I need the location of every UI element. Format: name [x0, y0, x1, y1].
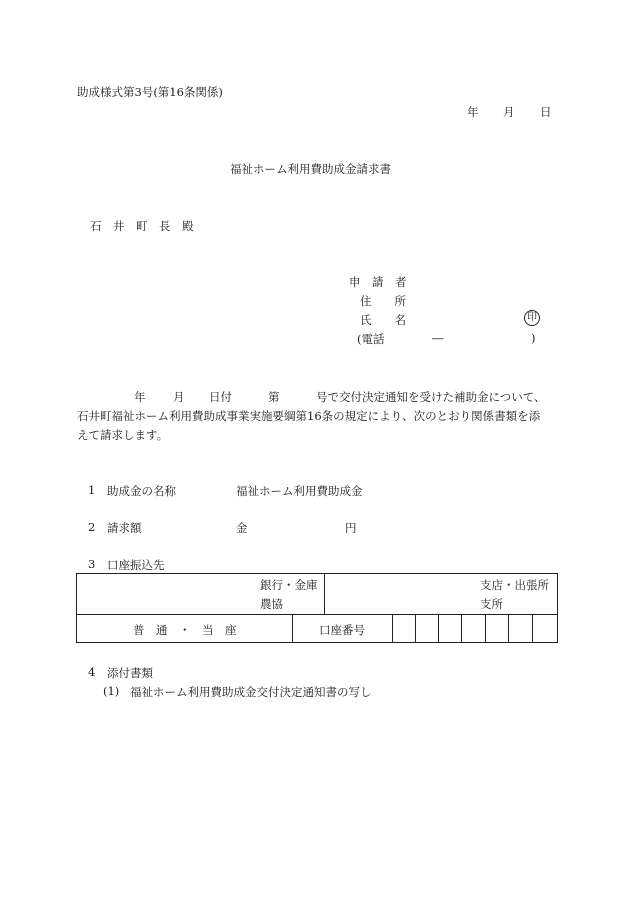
digit-box-divider — [532, 614, 533, 642]
item4-sub-text: 福祉ホーム利用費助成金交付決定通知書の写し — [130, 685, 372, 699]
table-divider-top — [324, 574, 325, 614]
digit-box-divider — [485, 614, 486, 642]
item2-kin: 金 — [236, 521, 248, 535]
date-month-label: 月 — [503, 105, 515, 119]
date-day-label: 日 — [540, 105, 552, 119]
seal-char: 印 — [527, 312, 537, 323]
phone-close: ) — [531, 331, 536, 345]
item4-sub-number: (1) — [103, 684, 120, 698]
item4-label: 添付書類 — [107, 666, 153, 680]
digit-box-divider — [438, 614, 439, 642]
seal-mark — [524, 310, 540, 326]
bank-account-table — [76, 573, 558, 643]
bank-types-line1: 銀行・金庫 — [260, 578, 318, 592]
digit-box-divider — [461, 614, 462, 642]
address-label: 住 所 — [360, 294, 406, 308]
item3-number: 3 — [88, 557, 96, 571]
addressee: 石 井 町 長 殿 — [90, 219, 194, 233]
applicant-label: 申 請 者 — [349, 275, 407, 289]
date-year-label: 年 — [467, 105, 479, 119]
item2-yen: 円 — [345, 521, 357, 535]
item2-number: 2 — [88, 520, 96, 534]
name-label: 氏 名 — [360, 313, 406, 327]
phone-dash: ― — [432, 331, 444, 345]
item1-value: 福祉ホーム利用費助成金 — [236, 484, 363, 498]
branch-types-line2: 支所 — [480, 597, 503, 611]
digit-box-divider — [392, 614, 393, 642]
body-line2: 石井町福祉ホーム利用費助成事業実施要綱第16条の規定により、次のとおり関係書類を添 — [77, 409, 541, 423]
digit-box-divider — [415, 614, 416, 642]
body-month: 月 — [173, 390, 185, 404]
body-year: 年 — [134, 390, 146, 404]
body-number-prefix: 第 — [268, 390, 280, 404]
digit-box-divider — [508, 614, 509, 642]
form-number: 助成様式第3号(第16条関係) — [77, 85, 223, 99]
item1-number: 1 — [88, 483, 96, 497]
branch-types-line1: 支店・出張所 — [480, 578, 549, 592]
body-line1: 号で交付決定通知を受けた補助金について、 — [316, 390, 546, 404]
document-title: 福祉ホーム利用費助成金請求書 — [230, 162, 391, 176]
account-type: 普 通 ・ 当 座 — [133, 623, 237, 637]
item3-label: 口座振込先 — [107, 558, 165, 572]
bank-types-line2: 農協 — [260, 597, 283, 611]
item1-label: 助成金の名称 — [107, 484, 176, 498]
item4-number: 4 — [88, 665, 96, 679]
account-number-label: 口座番号 — [319, 623, 365, 637]
body-line3: えて請求します。 — [77, 428, 169, 442]
account-divider — [292, 614, 293, 642]
body-day-suffix: 日付 — [209, 390, 232, 404]
phone-open: (電話 — [357, 332, 385, 346]
item2-label: 請求額 — [107, 521, 142, 535]
